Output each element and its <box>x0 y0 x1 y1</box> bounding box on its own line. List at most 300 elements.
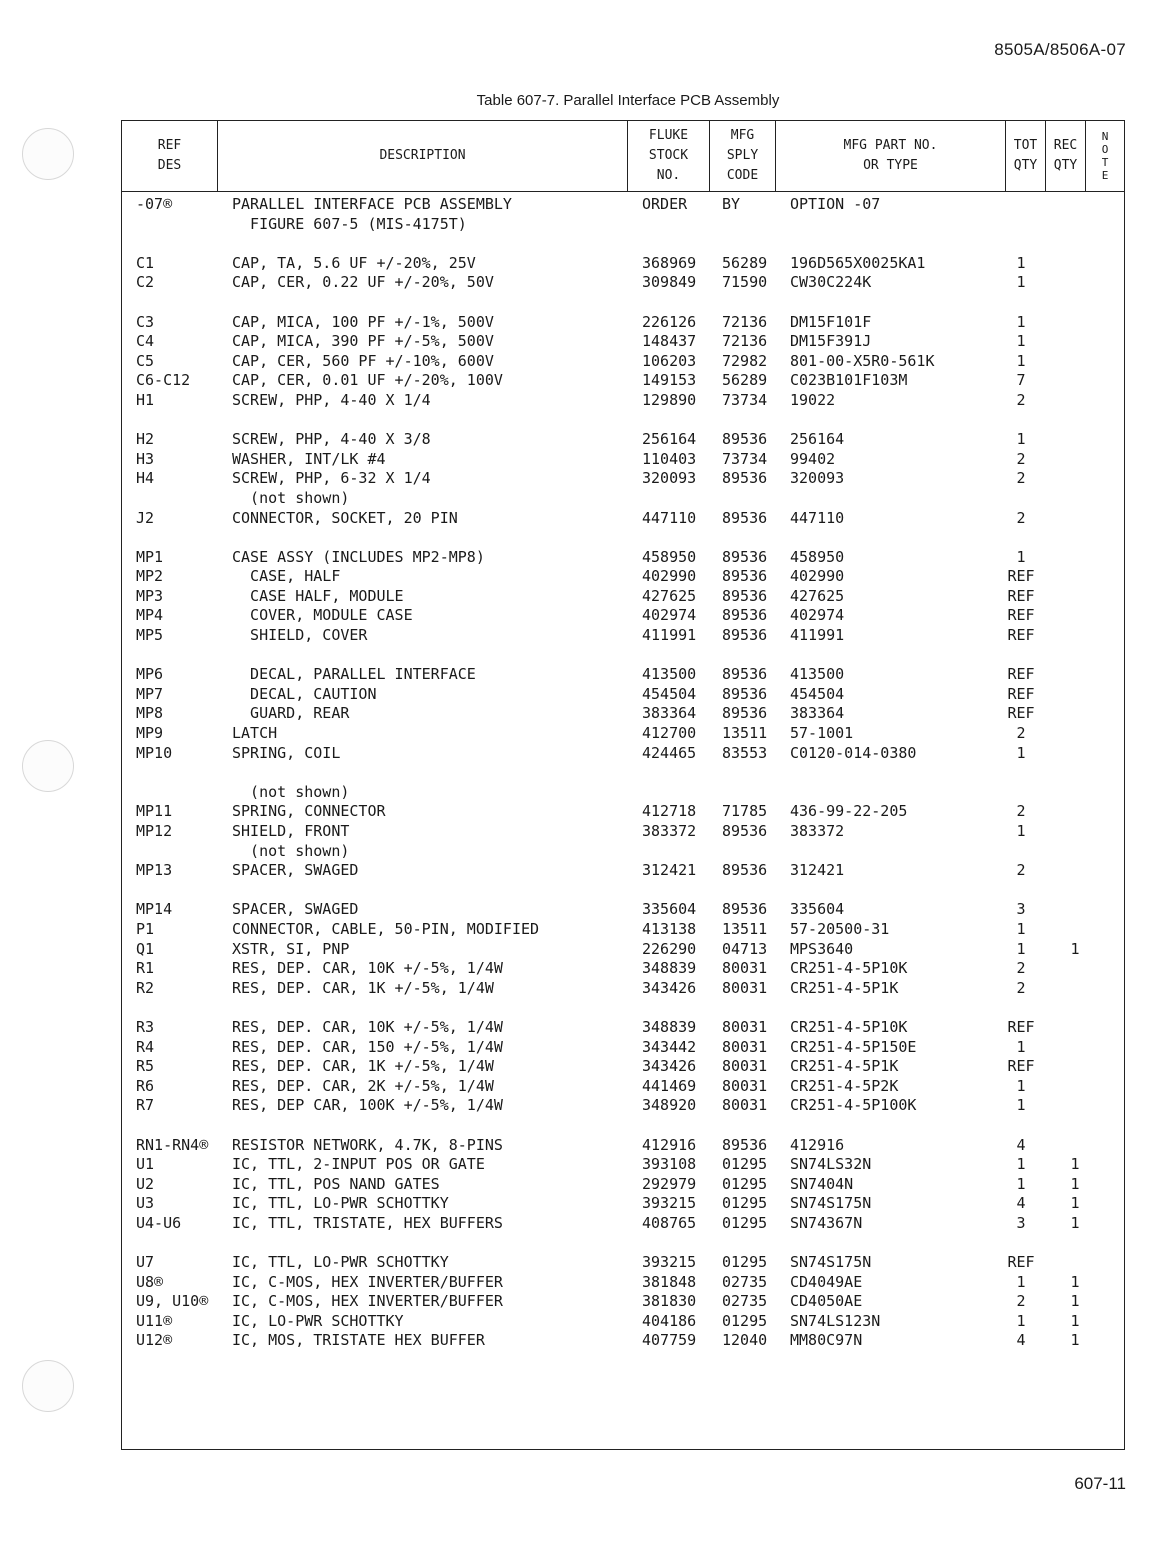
cell-stock-no: 447110 <box>642 508 697 527</box>
cell-tot-qty: 1 <box>1016 547 1026 566</box>
cell-stock-no: 383364 <box>642 704 697 723</box>
cell-description: RES, DEP. CAR, 1K +/-5%, 1/4W <box>232 1057 494 1076</box>
cell-ref-des: C5 <box>136 351 155 370</box>
cell-part-no: 256164 <box>790 430 845 449</box>
cell-part-no: 411991 <box>790 626 845 645</box>
cell-stock-no: 408765 <box>642 1213 697 1232</box>
cell-mfg-code: 01295 <box>722 1253 768 1272</box>
table-row <box>122 763 1124 783</box>
cell-ref-des: C3 <box>136 312 155 331</box>
cell-description: SCREW, PHP, 4-40 X 1/4 <box>232 390 431 409</box>
table-row <box>122 1057 1124 1077</box>
cell-stock-no: 348839 <box>642 1017 697 1036</box>
cell-part-no: CD4049AE <box>790 1272 863 1291</box>
cell-stock-no: 343426 <box>642 978 697 997</box>
table-row <box>122 332 1124 352</box>
cell-rec-qty: 1 <box>1070 1155 1080 1174</box>
cell-description: SPRING, COIL <box>232 743 341 762</box>
cell-mfg-code: 13511 <box>722 724 768 743</box>
cell-mfg-code: 89536 <box>722 665 768 684</box>
table-row <box>122 234 1124 254</box>
cell-stock-no: 343426 <box>642 1057 697 1076</box>
table-row <box>122 548 1124 568</box>
cell-mfg-code: 73734 <box>722 449 768 468</box>
table-row <box>122 1253 1124 1273</box>
cell-ref-des: H2 <box>136 430 155 449</box>
cell-description: XSTR, SI, PNP <box>232 939 350 958</box>
table-header <box>122 121 1124 192</box>
cell-tot-qty: 2 <box>1016 449 1026 468</box>
cell-ref-des: MP5 <box>136 626 164 645</box>
header-ref-des: REF DES <box>122 121 218 191</box>
table-row <box>122 881 1124 901</box>
table-body <box>122 195 1124 1351</box>
cell-description: RES, DEP. CAR, 2K +/-5%, 1/4W <box>232 1076 494 1095</box>
cell-stock-no: 309849 <box>642 273 697 292</box>
cell-mfg-code: 71590 <box>722 273 768 292</box>
table-row <box>122 959 1124 979</box>
cell-mfg-code: 89536 <box>722 606 768 625</box>
cell-mfg-code: 72136 <box>722 312 768 331</box>
table-row <box>122 704 1124 724</box>
cell-mfg-code: 89536 <box>722 861 768 880</box>
cell-stock-no: 407759 <box>642 1331 697 1350</box>
cell-tot-qty: 2 <box>1016 390 1026 409</box>
cell-mfg-code: 01295 <box>722 1174 768 1193</box>
cell-stock-no: 320093 <box>642 469 697 488</box>
cell-description: (not shown) <box>232 782 350 801</box>
cell-ref-des: C4 <box>136 332 155 351</box>
cell-stock-no: 393108 <box>642 1155 697 1174</box>
cell-tot-qty: 2 <box>1016 724 1026 743</box>
cell-part-no: SN74LS32N <box>790 1155 872 1174</box>
table-row <box>122 509 1124 529</box>
cell-description: CAP, CER, 0.22 UF +/-20%, 50V <box>232 273 494 292</box>
table-row <box>122 1038 1124 1058</box>
cell-part-no: 402974 <box>790 606 845 625</box>
table-row <box>122 1077 1124 1097</box>
cell-tot-qty: 3 <box>1016 900 1026 919</box>
cell-description: CONNECTOR, SOCKET, 20 PIN <box>232 508 458 527</box>
document-code: 8505A/8506A-07 <box>994 40 1126 59</box>
table-row <box>122 685 1124 705</box>
cell-stock-no: 412700 <box>642 724 697 743</box>
cell-mfg-code: 89536 <box>722 469 768 488</box>
cell-part-no: 19022 <box>790 390 836 409</box>
table-row <box>122 861 1124 881</box>
table-row <box>122 940 1124 960</box>
cell-description: IC, TTL, 2-INPUT POS OR GATE <box>232 1155 485 1174</box>
cell-description: SPRING, CONNECTOR <box>232 802 386 821</box>
cell-part-no: 454504 <box>790 684 845 703</box>
cell-description: SHIELD, FRONT <box>232 822 350 840</box>
cell-description: GUARD, REAR <box>232 704 350 723</box>
table-row <box>122 391 1124 411</box>
table-row <box>122 646 1124 666</box>
table-row <box>122 273 1124 293</box>
cell-part-no: 458950 <box>790 547 845 566</box>
cell-ref-des: H4 <box>136 469 155 488</box>
table-row <box>122 352 1124 372</box>
cell-mfg-code: 13511 <box>722 919 768 938</box>
cell-stock-no: 413500 <box>642 665 697 684</box>
cell-rec-qty: 1 <box>1070 1194 1080 1213</box>
cell-description: IC, TTL, TRISTATE, HEX BUFFERS <box>232 1213 503 1232</box>
cell-description: CAP, MICA, 100 PF +/-1%, 500V <box>232 312 494 331</box>
table-row <box>122 744 1124 764</box>
cell-mfg-code: 83553 <box>722 743 768 762</box>
cell-mfg-code: 56289 <box>722 253 768 272</box>
cell-part-no: CR251-4-5P10K <box>790 1017 908 1036</box>
cell-tot-qty: REF <box>1007 1057 1035 1076</box>
cell-ref-des: MP13 <box>136 861 173 880</box>
cell-part-no: 383364 <box>790 704 845 723</box>
table-row <box>122 450 1124 470</box>
cell-description: DECAL, PARALLEL INTERFACE <box>232 665 476 684</box>
cell-stock-no: 368969 <box>642 253 697 272</box>
cell-part-no: CW30C224K <box>790 273 872 292</box>
cell-part-no: CR251-4-5P150E <box>790 1037 917 1056</box>
cell-mfg-code: 80031 <box>722 1057 768 1076</box>
cell-part-no: SN74LS123N <box>790 1311 881 1330</box>
cell-ref-des: R1 <box>136 959 155 978</box>
cell-stock-no: 335604 <box>642 900 697 919</box>
cell-ref-des: U8® <box>136 1272 164 1291</box>
cell-rec-qty: 1 <box>1070 1311 1080 1330</box>
cell-tot-qty: 1 <box>1016 822 1026 840</box>
cell-ref-des: R4 <box>136 1037 155 1056</box>
cell-stock-no: 129890 <box>642 390 697 409</box>
binder-hole-middle <box>22 740 74 792</box>
cell-ref-des: P1 <box>136 919 155 938</box>
cell-description: IC, C-MOS, HEX INVERTER/BUFFER <box>232 1292 503 1311</box>
cell-tot-qty: 1 <box>1016 1155 1026 1174</box>
header-description: DESCRIPTION <box>218 121 628 191</box>
cell-tot-qty: 3 <box>1016 1213 1026 1232</box>
cell-tot-qty: REF <box>1007 1017 1035 1036</box>
cell-ref-des: MP9 <box>136 724 164 743</box>
cell-ref-des: J2 <box>136 508 155 527</box>
cell-part-no: 99402 <box>790 449 836 468</box>
table-row <box>122 1331 1124 1351</box>
cell-ref-des: H1 <box>136 390 155 409</box>
cell-description: RES, DEP. CAR, 10K +/-5%, 1/4W <box>232 1017 503 1036</box>
header-mfg-part-no: MFG PART NO. OR TYPE <box>776 121 1006 191</box>
cell-stock-no: 393215 <box>642 1194 697 1213</box>
parts-table <box>121 120 1125 1450</box>
cell-part-no: 447110 <box>790 508 845 527</box>
cell-stock-no: 402990 <box>642 567 697 586</box>
cell-mfg-code: 01295 <box>722 1155 768 1174</box>
cell-mfg-code: 80031 <box>722 959 768 978</box>
cell-tot-qty: 2 <box>1016 959 1026 978</box>
header-rec-qty: REC QTY <box>1046 121 1086 191</box>
table-row <box>122 1175 1124 1195</box>
table-row <box>122 606 1124 626</box>
cell-mfg-code: 89536 <box>722 586 768 605</box>
cell-ref-des: MP4 <box>136 606 164 625</box>
cell-part-no: 335604 <box>790 900 845 919</box>
cell-part-no: CR251-4-5P1K <box>790 978 899 997</box>
cell-mfg-code: 71785 <box>722 802 768 821</box>
table-row <box>122 1136 1124 1156</box>
header-fluke-stock-no: FLUKE STOCK NO. <box>628 121 710 191</box>
table-row <box>122 998 1124 1018</box>
cell-part-no: 427625 <box>790 586 845 605</box>
table-row <box>122 1273 1124 1293</box>
cell-tot-qty: 1 <box>1016 1311 1026 1330</box>
cell-rec-qty: 1 <box>1070 1331 1080 1350</box>
cell-stock-no: 412916 <box>642 1135 697 1154</box>
table-row <box>122 469 1124 489</box>
cell-mfg-code: 80031 <box>722 1096 768 1115</box>
cell-description: SCREW, PHP, 6-32 X 1/4 <box>232 469 431 488</box>
table-row <box>122 567 1124 587</box>
cell-description: RESISTOR NETWORK, 4.7K, 8-PINS <box>232 1135 503 1154</box>
cell-ref-des: U12® <box>136 1331 173 1350</box>
cell-tot-qty: REF <box>1007 665 1035 684</box>
cell-mfg-code: 56289 <box>722 371 768 390</box>
table-row <box>122 979 1124 999</box>
cell-stock-no: 226290 <box>642 939 697 958</box>
binder-hole-bottom <box>22 1360 74 1412</box>
cell-description: RES, DEP. CAR, 150 +/-5%, 1/4W <box>232 1037 503 1056</box>
binder-hole-top <box>22 128 74 180</box>
cell-description: SPACER, SWAGED <box>232 900 359 919</box>
table-row <box>122 293 1124 313</box>
cell-tot-qty: 1 <box>1016 1037 1026 1056</box>
cell-stock-no: 413138 <box>642 919 697 938</box>
cell-stock-no: 106203 <box>642 351 697 370</box>
cell-ref-des: MP7 <box>136 684 164 703</box>
cell-ref-des: MP8 <box>136 704 164 723</box>
cell-part-no: C023B101F103M <box>790 371 908 390</box>
cell-stock-no: 424465 <box>642 743 697 762</box>
cell-tot-qty: REF <box>1007 684 1035 703</box>
cell-tot-qty: 1 <box>1016 312 1026 331</box>
cell-tot-qty: 1 <box>1016 1174 1026 1193</box>
cell-stock-no: 458950 <box>642 547 697 566</box>
cell-ref-des: U7 <box>136 1253 155 1272</box>
cell-tot-qty: 1 <box>1016 332 1026 351</box>
cell-tot-qty: REF <box>1007 606 1035 625</box>
cell-mfg-code: 89536 <box>722 900 768 919</box>
cell-ref-des: MP2 <box>136 567 164 586</box>
cell-ref-des: C1 <box>136 253 155 272</box>
cell-tot-qty: 2 <box>1016 861 1026 880</box>
cell-mfg-code: 02735 <box>722 1292 768 1311</box>
cell-tot-qty: 1 <box>1016 919 1026 938</box>
cell-tot-qty: 1 <box>1016 939 1026 958</box>
cell-ref-des: -07® <box>136 195 173 213</box>
cell-stock-no: 404186 <box>642 1311 697 1330</box>
cell-part-no: CD4050AE <box>790 1292 863 1311</box>
cell-tot-qty: 1 <box>1016 1076 1026 1095</box>
table-row <box>122 665 1124 685</box>
cell-ref-des: MP12 <box>136 822 173 840</box>
cell-part-no: DM15F101F <box>790 312 872 331</box>
cell-part-no: 57-1001 <box>790 724 854 743</box>
cell-tot-qty: 4 <box>1016 1331 1026 1350</box>
table-title: Table 607-7. Parallel Interface PCB Assembly <box>476 92 780 109</box>
cell-ref-des: MP3 <box>136 586 164 605</box>
cell-mfg-code: 72136 <box>722 332 768 351</box>
cell-mfg-code: 80031 <box>722 1037 768 1056</box>
cell-stock-no: 441469 <box>642 1076 697 1095</box>
table-row <box>122 802 1124 822</box>
cell-part-no: 436-99-22-205 <box>790 802 908 821</box>
cell-ref-des: U3 <box>136 1194 155 1213</box>
cell-mfg-code: 89536 <box>722 567 768 586</box>
cell-part-no: CR251-4-5P1K <box>790 1057 899 1076</box>
cell-tot-qty: REF <box>1007 704 1035 723</box>
cell-description: IC, LO-PWR SCHOTTKY <box>232 1311 404 1330</box>
cell-part-no: CR251-4-5P2K <box>790 1076 899 1095</box>
cell-part-no: 196D565X0025KA1 <box>790 253 926 272</box>
cell-ref-des: MP10 <box>136 743 173 762</box>
table-row <box>122 313 1124 333</box>
cell-stock-no: 110403 <box>642 449 697 468</box>
table-row <box>122 842 1124 862</box>
cell-mfg-code: 89536 <box>722 626 768 645</box>
cell-tot-qty: 1 <box>1016 743 1026 762</box>
cell-ref-des: RN1-RN4® <box>136 1135 209 1154</box>
cell-description: RES, DEP. CAR, 1K +/-5%, 1/4W <box>232 978 494 997</box>
cell-mfg-code: 80031 <box>722 1017 768 1036</box>
cell-description: PARALLEL INTERFACE PCB ASSEMBLY <box>232 195 512 213</box>
cell-ref-des: MP11 <box>136 802 173 821</box>
cell-ref-des: U1 <box>136 1155 155 1174</box>
table-row <box>122 1155 1124 1175</box>
header-mfg-sply-code: MFG SPLY CODE <box>710 121 776 191</box>
cell-stock-no: 226126 <box>642 312 697 331</box>
cell-mfg-code: 01295 <box>722 1213 768 1232</box>
cell-stock-no: 149153 <box>642 371 697 390</box>
cell-tot-qty: 1 <box>1016 351 1026 370</box>
cell-stock-no: 312421 <box>642 861 697 880</box>
cell-ref-des: C2 <box>136 273 155 292</box>
cell-mfg-code: 02735 <box>722 1272 768 1291</box>
cell-description: (not shown) <box>232 488 350 507</box>
table-row <box>122 1194 1124 1214</box>
cell-part-no: OPTION -07 <box>790 195 881 213</box>
cell-mfg-code: 72982 <box>722 351 768 370</box>
cell-description: CAP, CER, 560 PF +/-10%, 600V <box>232 351 494 370</box>
cell-rec-qty: 1 <box>1070 1174 1080 1193</box>
cell-part-no: SN74S175N <box>790 1194 872 1213</box>
cell-part-no: CR251-4-5P100K <box>790 1096 917 1115</box>
cell-ref-des: H3 <box>136 449 155 468</box>
cell-part-no: MPS3640 <box>790 939 854 958</box>
cell-ref-des: U2 <box>136 1174 155 1193</box>
cell-description: RES, DEP CAR, 100K +/-5%, 1/4W <box>232 1096 503 1115</box>
table-row <box>122 920 1124 940</box>
cell-description: IC, MOS, TRISTATE HEX BUFFER <box>232 1331 485 1350</box>
header-tot-qty: TOT QTY <box>1006 121 1046 191</box>
cell-tot-qty: 4 <box>1016 1135 1026 1154</box>
cell-ref-des: R7 <box>136 1096 155 1115</box>
cell-stock-no: 393215 <box>642 1253 697 1272</box>
table-row <box>122 1312 1124 1332</box>
cell-part-no: SN7404N <box>790 1174 854 1193</box>
cell-description: CASE ASSY (INCLUDES MP2-MP8) <box>232 547 485 566</box>
cell-mfg-code: 01295 <box>722 1311 768 1330</box>
cell-mfg-code: 89536 <box>722 1135 768 1154</box>
cell-stock-no: 256164 <box>642 430 697 449</box>
cell-stock-no: 427625 <box>642 586 697 605</box>
cell-stock-no: ORDER <box>642 195 688 213</box>
cell-ref-des: U11® <box>136 1311 173 1330</box>
cell-description: FIGURE 607-5 (MIS-4175T) <box>232 214 467 233</box>
cell-stock-no: 411991 <box>642 626 697 645</box>
cell-rec-qty: 1 <box>1070 1272 1080 1291</box>
cell-stock-no: 292979 <box>642 1174 697 1193</box>
cell-tot-qty: 1 <box>1016 430 1026 449</box>
table-row <box>122 195 1124 215</box>
cell-description: CASE HALF, MODULE <box>232 586 404 605</box>
table-row <box>122 1116 1124 1136</box>
table-row <box>122 724 1124 744</box>
cell-rec-qty: 1 <box>1070 939 1080 958</box>
page-number: 607-11 <box>1074 1474 1126 1493</box>
cell-ref-des: R5 <box>136 1057 155 1076</box>
cell-part-no: 312421 <box>790 861 845 880</box>
table-row <box>122 783 1124 803</box>
cell-part-no: CR251-4-5P10K <box>790 959 908 978</box>
cell-stock-no: 383372 <box>642 822 697 840</box>
cell-ref-des: MP1 <box>136 547 164 566</box>
cell-part-no: 402990 <box>790 567 845 586</box>
cell-tot-qty: REF <box>1007 626 1035 645</box>
cell-ref-des: C6-C12 <box>136 371 191 390</box>
cell-ref-des: MP14 <box>136 900 173 919</box>
cell-part-no: 383372 <box>790 822 845 840</box>
table-row <box>122 254 1124 274</box>
cell-part-no: MM80C97N <box>790 1331 863 1350</box>
cell-rec-qty: 1 <box>1070 1292 1080 1311</box>
cell-mfg-code: BY <box>722 195 741 213</box>
cell-ref-des: U9, U10® <box>136 1292 209 1311</box>
table-row <box>122 1233 1124 1253</box>
cell-description: COVER, MODULE CASE <box>232 606 413 625</box>
cell-description: IC, C-MOS, HEX INVERTER/BUFFER <box>232 1272 503 1291</box>
table-row <box>122 430 1124 450</box>
cell-tot-qty: REF <box>1007 586 1035 605</box>
cell-description: CASE, HALF <box>232 567 341 586</box>
cell-stock-no: 454504 <box>642 684 697 703</box>
cell-tot-qty: 1 <box>1016 1272 1026 1291</box>
cell-description: CAP, TA, 5.6 UF +/-20%, 25V <box>232 253 476 272</box>
cell-ref-des: R6 <box>136 1076 155 1095</box>
cell-mfg-code: 89536 <box>722 430 768 449</box>
cell-stock-no: 148437 <box>642 332 697 351</box>
header-note: N O T E <box>1101 130 1109 182</box>
cell-description: SCREW, PHP, 4-40 X 3/8 <box>232 430 431 449</box>
cell-part-no: 320093 <box>790 469 845 488</box>
table-row <box>122 1096 1124 1116</box>
cell-ref-des: R3 <box>136 1017 155 1036</box>
cell-description: CAP, CER, 0.01 UF +/-20%, 100V <box>232 371 503 390</box>
cell-mfg-code: 80031 <box>722 1076 768 1095</box>
table-row <box>122 626 1124 646</box>
table-row <box>122 587 1124 607</box>
cell-description: IC, TTL, LO-PWR SCHOTTKY <box>232 1194 449 1213</box>
cell-part-no: 412916 <box>790 1135 845 1154</box>
cell-description: (not shown) <box>232 841 350 860</box>
cell-stock-no: 343442 <box>642 1037 697 1056</box>
cell-tot-qty: REF <box>1007 1253 1035 1272</box>
cell-mfg-code: 89536 <box>722 547 768 566</box>
